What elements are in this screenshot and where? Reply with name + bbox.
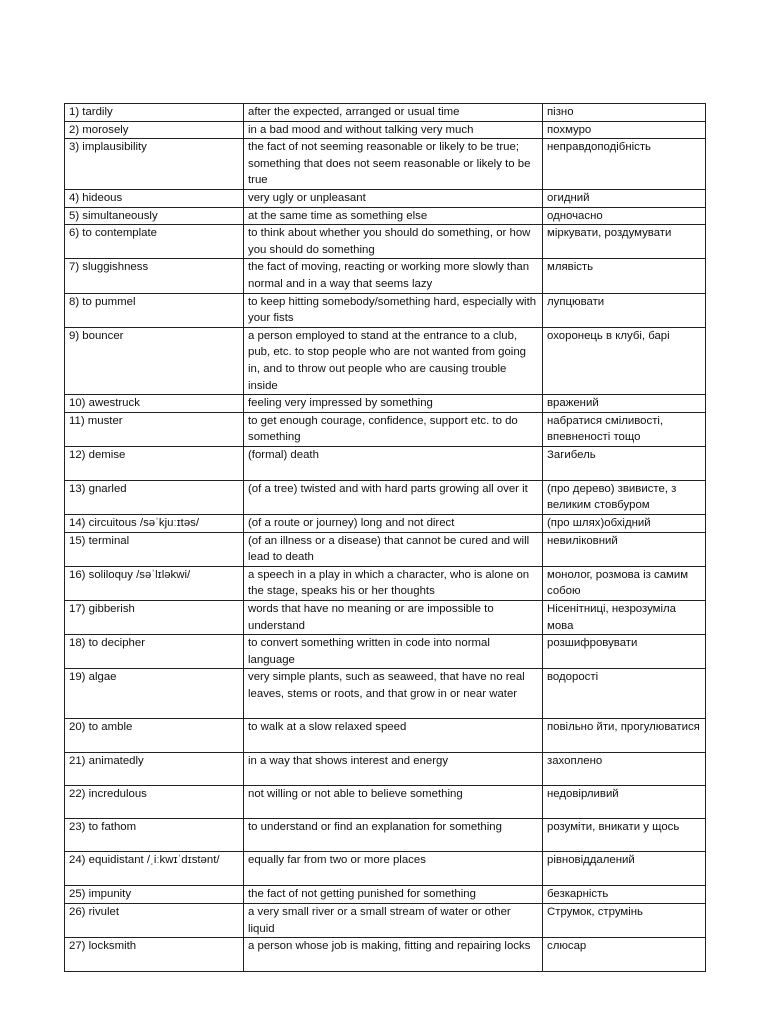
term-cell: 24) equidistant /ˌiːkwɪˈdɪstənt/ [65,852,244,886]
term-cell: 10) awestruck [65,395,244,413]
translation-cell: рівновіддалений [543,852,706,886]
term-cell: 25) impunity [65,886,244,904]
definition-cell: a person whose job is making, fitting and repairing locks [244,938,543,972]
term-cell: 20) to amble [65,719,244,753]
table-row [65,207,706,225]
term-cell: 2) morosely [65,121,244,139]
term-cell: 5) simultaneously [65,207,244,225]
definition-cell: to keep hitting somebody/something hard, especially with your fists [244,293,543,327]
term-cell: 4) hideous [65,189,244,207]
table-row [65,719,706,753]
definition-cell: the fact of moving, reacting or working more slowly than normal and in a way that seems lazy [244,259,543,293]
term-cell: 26) rivulet [65,904,244,938]
term-cell: 7) sluggishness [65,259,244,293]
definition-cell: at the same time as something else [244,207,543,225]
table-row [65,753,706,786]
table-row [65,327,706,394]
translation-cell: Струмок, струмінь [543,904,706,938]
table-row [65,139,706,190]
term-cell: 17) gibberish [65,601,244,635]
table-row [65,104,706,122]
translation-cell: недовірливий [543,786,706,819]
table-row [65,293,706,327]
table-row [65,532,706,566]
term-cell: 19) algae [65,669,244,719]
translation-cell: Загибель [543,446,706,480]
definition-cell: to walk at a slow relaxed speed [244,719,543,753]
translation-cell: повільно йти, прогулюватися [543,719,706,753]
definition-cell: very simple plants, such as seaweed, that have no real leaves, stems or roots, and that grow in or near water [244,669,543,719]
term-cell: 16) soliloquy /səˈlɪləkwi/ [65,566,244,600]
table-row [65,938,706,972]
translation-cell: безкарність [543,886,706,904]
table-row [65,189,706,207]
translation-cell: міркувати, роздумувати [543,225,706,259]
translation-cell: монолог, розмова із самим собою [543,566,706,600]
definition-cell: (of a tree) twisted and with hard parts growing all over it [244,480,543,514]
definition-cell: to understand or find an explanation for something [244,819,543,852]
definition-cell: (of a route or journey) long and not direct [244,515,543,533]
translation-cell: невиліковний [543,532,706,566]
translation-cell: лупцювати [543,293,706,327]
translation-cell: пізно [543,104,706,122]
definition-cell: a speech in a play in which a character, who is alone on the stage, speaks his or her thoughts [244,566,543,600]
translation-cell: охоронець в клубі, барі [543,327,706,394]
table-row [65,819,706,852]
definition-cell: to think about whether you should do something, or how you should do something [244,225,543,259]
term-cell: 9) bouncer [65,327,244,394]
definition-cell: in a bad mood and without talking very much [244,121,543,139]
table-row [65,225,706,259]
term-cell: 15) terminal [65,532,244,566]
translation-cell: захоплено [543,753,706,786]
table-row [65,515,706,533]
table-row [65,886,706,904]
table-row [65,852,706,886]
translation-cell: слюсар [543,938,706,972]
translation-cell: вражений [543,395,706,413]
term-cell: 6) to contemplate [65,225,244,259]
translation-cell: млявість [543,259,706,293]
definition-cell: (formal) death [244,446,543,480]
translation-cell: неправдоподібність [543,139,706,190]
table-row [65,566,706,600]
term-cell: 13) gnarled [65,480,244,514]
translation-cell: огидний [543,189,706,207]
definition-cell: words that have no meaning or are impossible to understand [244,601,543,635]
term-cell: 27) locksmith [65,938,244,972]
table-row [65,669,706,719]
term-cell: 23) to fathom [65,819,244,852]
definition-cell: a very small river or a small stream of water or other liquid [244,904,543,938]
vocabulary-table-body [65,104,706,972]
definition-cell: very ugly or unpleasant [244,189,543,207]
definition-cell: (of an illness or a disease) that cannot be cured and will lead to death [244,532,543,566]
term-cell: 18) to decipher [65,635,244,669]
translation-cell: одночасно [543,207,706,225]
table-row [65,412,706,446]
table-row [65,635,706,669]
table-row [65,904,706,938]
term-cell: 8) to pummel [65,293,244,327]
definition-cell: feeling very impressed by something [244,395,543,413]
term-cell: 14) circuitous /səˈkjuːɪtəs/ [65,515,244,533]
translation-cell: Нісенітниці, незрозуміла мова [543,601,706,635]
table-row [65,601,706,635]
vocabulary-table [64,103,706,972]
definition-cell: a person employed to stand at the entrance to a club, pub, etc. to stop people who are not wanted from going in, and to throw out people who are causing trouble inside [244,327,543,394]
definition-cell: the fact of not seeming reasonable or likely to be true; something that does not seem reasonable or likely to be true [244,139,543,190]
term-cell: 21) animatedly [65,753,244,786]
table-row [65,786,706,819]
table-row [65,121,706,139]
translation-cell: водорості [543,669,706,719]
term-cell: 11) muster [65,412,244,446]
definition-cell: after the expected, arranged or usual time [244,104,543,122]
translation-cell: (про дерево) звивисте, з великим стовбуром [543,480,706,514]
term-cell: 22) incredulous [65,786,244,819]
term-cell: 12) demise [65,446,244,480]
translation-cell: розуміти, вникати у щось [543,819,706,852]
definition-cell: not willing or not able to believe something [244,786,543,819]
table-row [65,395,706,413]
definition-cell: the fact of not getting punished for something [244,886,543,904]
term-cell: 3) implausibility [65,139,244,190]
translation-cell: набратися сміливості, впевненості тощо [543,412,706,446]
definition-cell: in a way that shows interest and energy [244,753,543,786]
table-row [65,259,706,293]
translation-cell: похмуро [543,121,706,139]
translation-cell: (про шлях)обхідний [543,515,706,533]
table-row [65,480,706,514]
term-cell: 1) tardily [65,104,244,122]
definition-cell: to get enough courage, confidence, support etc. to do something [244,412,543,446]
table-row [65,446,706,480]
definition-cell: equally far from two or more places [244,852,543,886]
definition-cell: to convert something written in code into normal language [244,635,543,669]
translation-cell: розшифровувати [543,635,706,669]
